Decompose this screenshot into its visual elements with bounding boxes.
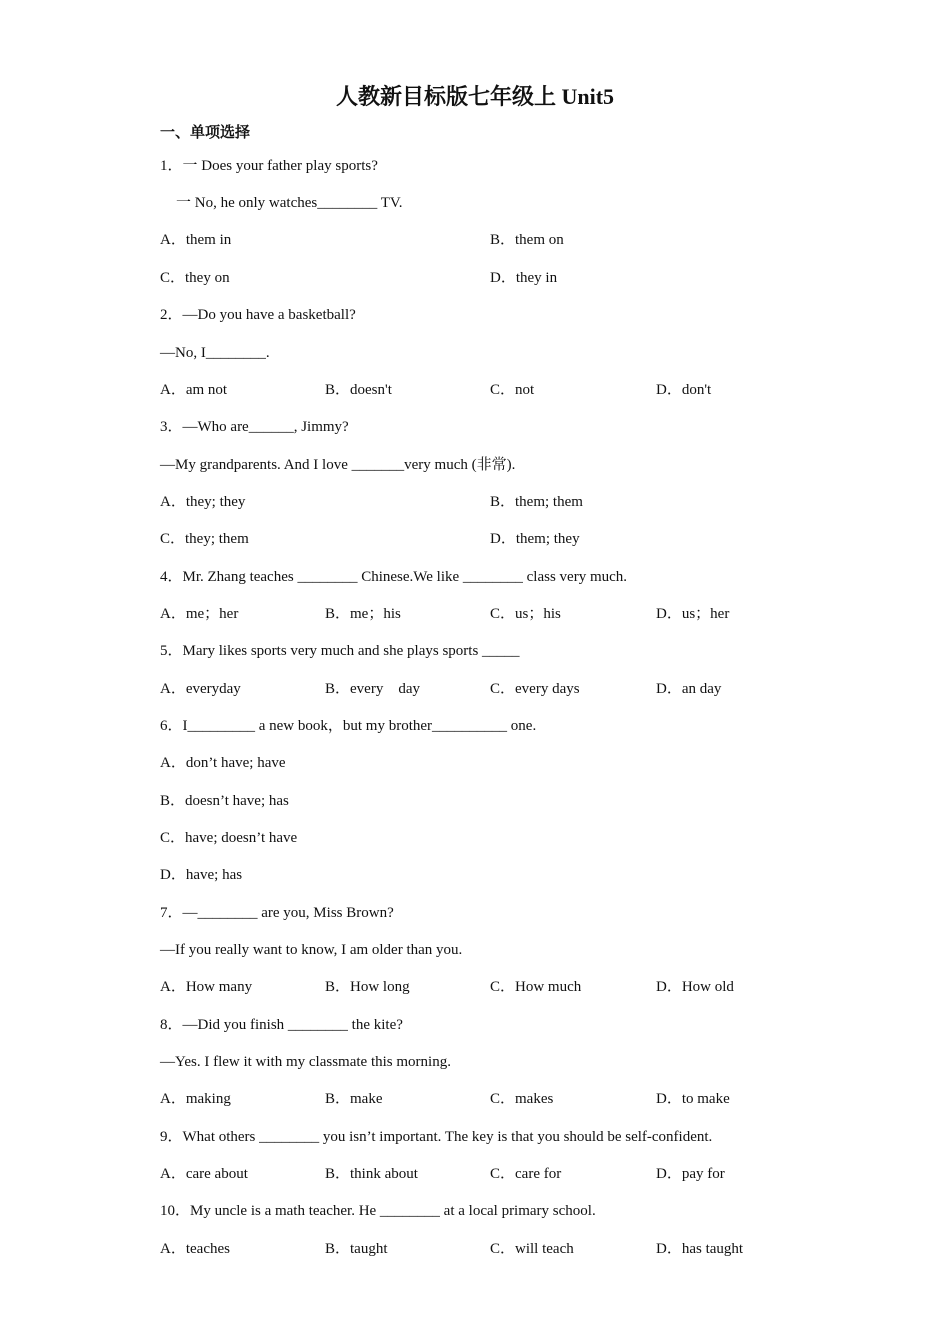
- question-3-line2: —My grandparents. And I love _______very much (非常).: [160, 457, 516, 473]
- question-4-option-a: A．me；her: [160, 606, 239, 622]
- question-9-option-d: D．pay for: [656, 1166, 725, 1182]
- question-9-option-b: B．think about: [325, 1166, 418, 1182]
- question-10-stem: 10．My uncle is a math teacher. He ________ at a local primary school.: [160, 1203, 596, 1219]
- question-6-option-d: D．have; has: [160, 867, 243, 883]
- question-4-option-b: B．me；his: [325, 606, 401, 622]
- question-8-option-a: A．making: [160, 1091, 231, 1107]
- question-8-stem: 8．—Did you finish ________ the kite?: [160, 1017, 403, 1033]
- question-2-option-b: B．doesn't: [325, 382, 392, 398]
- question-5-option-a: A．everyday: [160, 681, 241, 697]
- document-title: 人教新目标版七年级上 Unit5: [335, 84, 615, 109]
- question-8-option-d: D．to make: [656, 1091, 730, 1107]
- question-6-option-a: A．don’t have; have: [160, 755, 286, 771]
- question-3-option-c: C．they; them: [160, 531, 249, 547]
- question-2-option-d: D．don't: [656, 382, 712, 398]
- question-8-option-b: B．make: [325, 1091, 383, 1107]
- question-10-option-a: A．teaches: [160, 1241, 230, 1257]
- question-2-stem: 2．—Do you have a basketball?: [160, 307, 356, 323]
- question-4-option-c: C．us；his: [490, 606, 561, 622]
- question-2-option-c: C．not: [490, 382, 535, 398]
- question-5-option-d: D．an day: [656, 681, 722, 697]
- question-8-line2: —Yes. I flew it with my classmate this morning.: [160, 1054, 451, 1070]
- question-3-stem: 3．—Who are______, Jimmy?: [160, 419, 349, 435]
- question-3-option-d: D．them; they: [490, 531, 580, 547]
- question-6-option-b: B．doesn’t have; has: [160, 793, 289, 809]
- question-9-option-a: A．care about: [160, 1166, 248, 1182]
- question-5-stem: 5．Mary likes sports very much and she plays sports _____: [160, 643, 520, 659]
- question-1-option-b: B．them on: [490, 232, 564, 248]
- question-10-option-d: D．has taught: [656, 1241, 744, 1257]
- question-1-option-d: D．they in: [490, 270, 558, 286]
- question-1-option-c: C．they on: [160, 270, 230, 286]
- question-7-option-a: A．How many: [160, 979, 253, 995]
- question-3-option-b: B．them; them: [490, 494, 583, 510]
- question-10-option-b: B．taught: [325, 1241, 388, 1257]
- question-5-option-c: C．every days: [490, 681, 580, 697]
- question-4-stem: 4．Mr. Zhang teaches ________ Chinese.We like ________ class very much.: [160, 569, 628, 585]
- question-1-line2: 一 No, he only watches________ TV.: [176, 195, 403, 211]
- question-4-option-d: D．us；her: [656, 606, 730, 622]
- question-7-line2: —If you really want to know, I am older than you.: [160, 942, 463, 958]
- question-6-stem: 6．I_________ a new book，but my brother__________ one.: [160, 718, 537, 734]
- question-2-option-a: A．am not: [160, 382, 228, 398]
- question-3-option-a: A．they; they: [160, 494, 246, 510]
- section-heading: 一、单项选择: [160, 125, 251, 141]
- question-7-option-b: B．How long: [325, 979, 410, 995]
- question-7-option-c: C．How much: [490, 979, 582, 995]
- question-1-stem: 1．一 Does your father play sports?: [160, 158, 378, 174]
- question-8-option-c: C．makes: [490, 1091, 554, 1107]
- question-1-option-a: A．them in: [160, 232, 232, 248]
- question-5-option-b: B．every day: [325, 681, 420, 697]
- question-10-option-c: C．will teach: [490, 1241, 574, 1257]
- question-9-stem: 9．What others ________ you isn’t important. The key is that you should be self-confident.: [160, 1129, 713, 1145]
- question-7-stem: 7．—________ are you, Miss Brown?: [160, 905, 394, 921]
- question-9-option-c: C．care for: [490, 1166, 562, 1182]
- question-2-line2: —No, I________.: [160, 345, 270, 361]
- question-7-option-d: D．How old: [656, 979, 734, 995]
- question-6-option-c: C．have; doesn’t have: [160, 830, 298, 846]
